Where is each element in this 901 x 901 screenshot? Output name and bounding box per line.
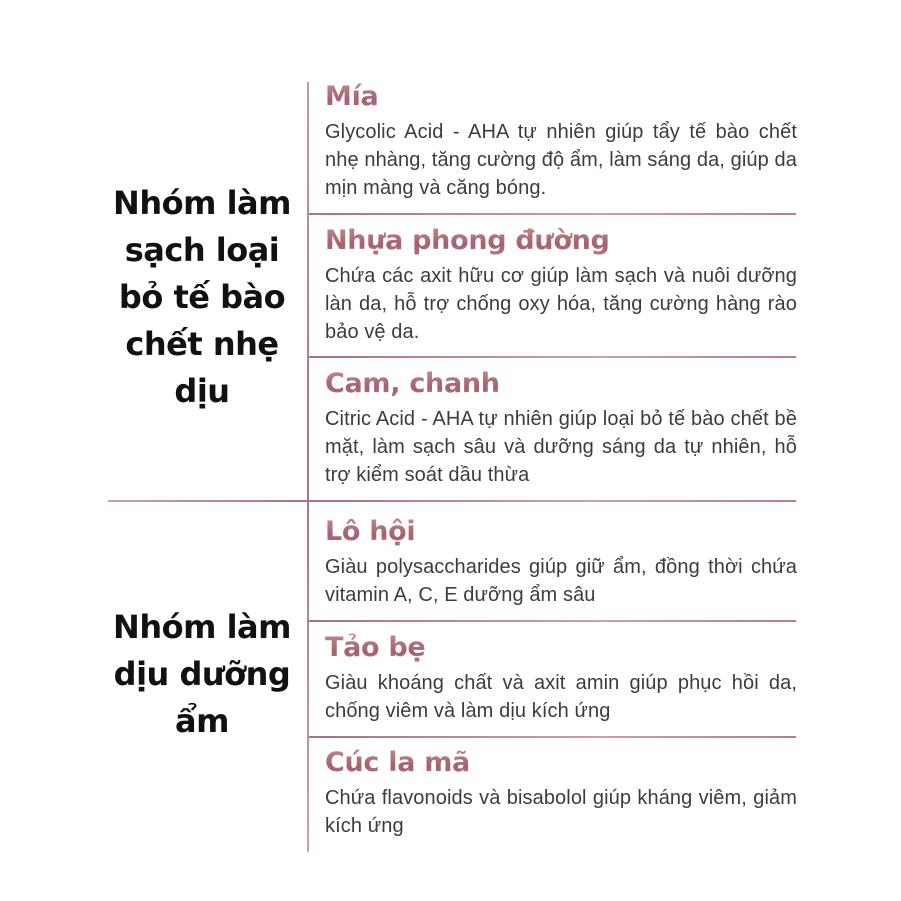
group-label-line: chết nhẹ <box>125 325 279 363</box>
ingredient-title: Nhựa phong đường <box>325 224 797 258</box>
ingredient-item <box>325 224 797 346</box>
ingredient-item <box>325 515 797 609</box>
ingredient-title: Tảo bẹ <box>325 631 797 665</box>
ingredient-item <box>325 746 797 840</box>
ingredient-description: Giàu khoáng chất và axit amin giúp phục hồi da, chống viêm và làm dịu kích ứng <box>325 672 797 722</box>
item-divider <box>309 620 796 622</box>
group-label-line: ẩm <box>175 702 229 740</box>
group-label-line: sạch loại <box>124 231 280 269</box>
ingredient-description: Citric Acid - AHA tự nhiên giúp loại bỏ tế bào chết bề mặt, làm sạch sâu và dưỡng sáng da tự nhiên, hỗ trợ kiểm soát dầu thừa <box>325 408 797 486</box>
group-label-soothing <box>92 604 312 745</box>
ingredient-item <box>325 631 797 725</box>
item-divider <box>309 736 796 738</box>
ingredient-description: Giàu polysaccharides giúp giữ ẩm, đồng thời chứa vitamin A, C, E dưỡng ẩm sâu <box>325 556 797 606</box>
group-divider <box>108 500 796 502</box>
group-label-line: dịu <box>174 372 230 410</box>
item-divider <box>309 213 796 215</box>
group-label-exfoliating <box>92 180 312 415</box>
group-label-line: Nhóm làm <box>113 184 291 222</box>
ingredient-title: Cam, chanh <box>325 367 797 401</box>
group-label-line: Nhóm làm <box>113 608 291 646</box>
ingredient-title: Mía <box>325 80 797 114</box>
ingredient-item <box>325 80 797 202</box>
ingredient-description: Glycolic Acid - AHA tự nhiên giúp tẩy tế bào chết nhẹ nhàng, tăng cường độ ẩm, làm sáng da, giúp da mịn màng và căng bóng. <box>325 121 797 199</box>
ingredient-description: Chứa flavonoids và bisabolol giúp kháng viêm, giảm kích ứng <box>325 787 797 837</box>
group-label-line: bỏ tế bào <box>118 278 286 316</box>
ingredient-description: Chứa các axit hữu cơ giúp làm sạch và nuôi dưỡng làn da, hỗ trợ chống oxy hóa, tăng cường hàng rào bảo vệ da. <box>325 265 797 343</box>
ingredient-title: Cúc la mã <box>325 746 797 780</box>
item-divider <box>309 356 796 358</box>
ingredient-item <box>325 367 797 489</box>
group-label-line: dịu dưỡng <box>113 655 291 693</box>
ingredient-title: Lô hội <box>325 515 797 549</box>
